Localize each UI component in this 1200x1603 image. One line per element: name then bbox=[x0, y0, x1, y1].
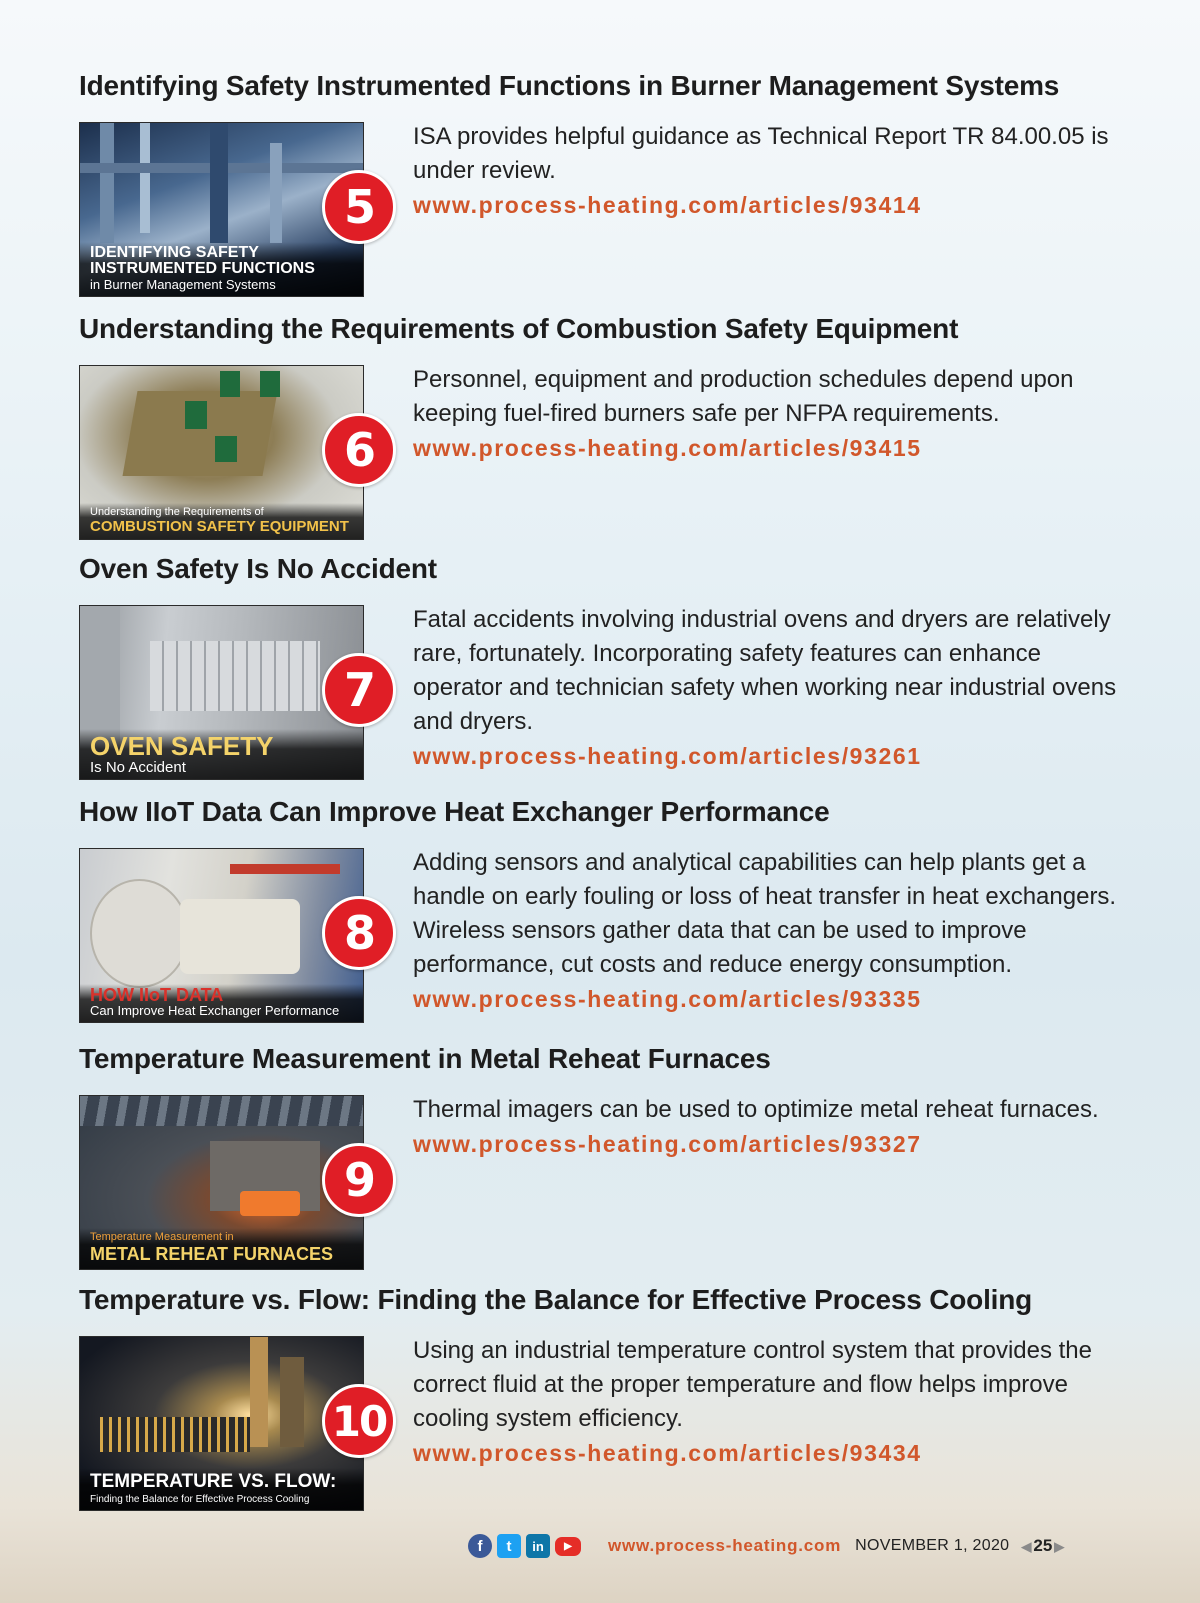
image-caption-line-1: HOW IIoT DATA bbox=[90, 985, 224, 1005]
article-title: Temperature Measurement in Metal Reheat Furnaces bbox=[79, 1043, 771, 1074]
twitter-icon[interactable]: t bbox=[497, 1534, 521, 1558]
article-text bbox=[413, 846, 1133, 1016]
page-number-value: 25 bbox=[1033, 1536, 1053, 1555]
article-description: ISA provides helpful guidance as Technical Report TR 84.00.05 is under review. bbox=[413, 123, 1109, 184]
article-link[interactable]: www.process-heating.com/articles/93335 bbox=[413, 986, 922, 1012]
footer-date: NOVEMBER 1, 2020 bbox=[855, 1537, 1010, 1554]
image-caption-line-1: TEMPERATURE VS. FLOW: bbox=[90, 1471, 337, 1492]
article-text bbox=[413, 363, 1133, 465]
image-caption-line-2: Can Improve Heat Exchanger Performance bbox=[90, 1003, 340, 1018]
number-badge: 7 bbox=[322, 653, 396, 727]
article-link[interactable]: www.process-heating.com/articles/93261 bbox=[413, 743, 922, 769]
image-caption-line-1: Temperature Measurement in bbox=[90, 1231, 234, 1243]
image-caption-line-2: in Burner Management Systems bbox=[90, 277, 276, 292]
article-title: Identifying Safety Instrumented Functions in Burner Management Systems bbox=[79, 70, 1060, 101]
article-description: Fatal accidents involving industrial ovens and dryers are relatively rare, fortunately. Incorporating safety features can enhance operator and technician safety when working near industrial ovens and dryers. bbox=[413, 606, 1117, 735]
image-caption-line-2: Finding the Balance for Effective Process Cooling bbox=[90, 1494, 310, 1505]
image-caption bbox=[80, 503, 363, 539]
next-page-icon[interactable]: ▶ bbox=[1054, 1539, 1065, 1554]
article-description: Thermal imagers can be used to optimize metal reheat furnaces. bbox=[413, 1096, 1099, 1123]
image-caption-line-1: OVEN SAFETY bbox=[90, 731, 274, 761]
page-footer bbox=[468, 1531, 1066, 1561]
article-link[interactable]: www.process-heating.com/articles/93434 bbox=[413, 1440, 922, 1466]
article-title: Temperature vs. Flow: Finding the Balance for Effective Process Cooling bbox=[79, 1284, 1033, 1315]
youtube-icon[interactable]: ▶ bbox=[555, 1537, 581, 1556]
image-caption-line-2: METAL REHEAT FURNACES bbox=[90, 1244, 333, 1264]
image-caption bbox=[80, 242, 363, 296]
prev-page-icon[interactable]: ◀ bbox=[1021, 1539, 1032, 1554]
article-text bbox=[413, 603, 1133, 773]
article-text bbox=[413, 120, 1133, 222]
article-link[interactable]: www.process-heating.com/articles/93414 bbox=[413, 192, 922, 218]
number-badge: 10 bbox=[322, 1384, 396, 1458]
image-caption-line-1: Understanding the Requirements of bbox=[90, 506, 264, 518]
number-badge: 9 bbox=[322, 1143, 396, 1217]
article-text bbox=[413, 1093, 1133, 1161]
article-text bbox=[413, 1334, 1133, 1470]
image-caption bbox=[80, 729, 363, 779]
image-caption-line-2: Is No Accident bbox=[90, 759, 186, 776]
footer-website-link[interactable]: www.process-heating.com bbox=[608, 1536, 842, 1555]
image-caption bbox=[80, 1228, 363, 1269]
article-description: Using an industrial temperature control system that provides the correct fluid at the proper temperature and flow helps improve cooling system efficiency. bbox=[413, 1337, 1092, 1432]
article-link[interactable]: www.process-heating.com/articles/93327 bbox=[413, 1131, 922, 1157]
number-badge: 8 bbox=[322, 896, 396, 970]
image-caption-line-2: COMBUSTION SAFETY EQUIPMENT bbox=[90, 518, 349, 535]
article-title: Oven Safety Is No Accident bbox=[79, 553, 437, 584]
article-title: How IIoT Data Can Improve Heat Exchanger Performance bbox=[79, 796, 830, 827]
article-description: Adding sensors and analytical capabilities can help plants get a handle on early fouling or loss of heat transfer in heat exchangers. Wireless sensors gather data that can be used to improve performance, cut costs and reduce energy consumption. bbox=[413, 849, 1117, 978]
image-caption-line-1: IDENTIFYING SAFETY INSTRUMENTED FUNCTIONS bbox=[90, 244, 315, 277]
page-number bbox=[1019, 1536, 1066, 1556]
number-badge: 5 bbox=[322, 170, 396, 244]
article-title: Understanding the Requirements of Combustion Safety Equipment bbox=[79, 313, 959, 344]
article-link[interactable]: www.process-heating.com/articles/93415 bbox=[413, 435, 922, 461]
article-description: Personnel, equipment and production schedules depend upon keeping fuel-fired burners safe per NFPA requirements. bbox=[413, 366, 1074, 427]
image-caption bbox=[80, 984, 363, 1022]
image-caption bbox=[80, 1468, 363, 1510]
number-badge: 6 bbox=[322, 413, 396, 487]
facebook-icon[interactable]: f bbox=[468, 1534, 492, 1558]
linkedin-icon[interactable]: in bbox=[526, 1534, 550, 1558]
